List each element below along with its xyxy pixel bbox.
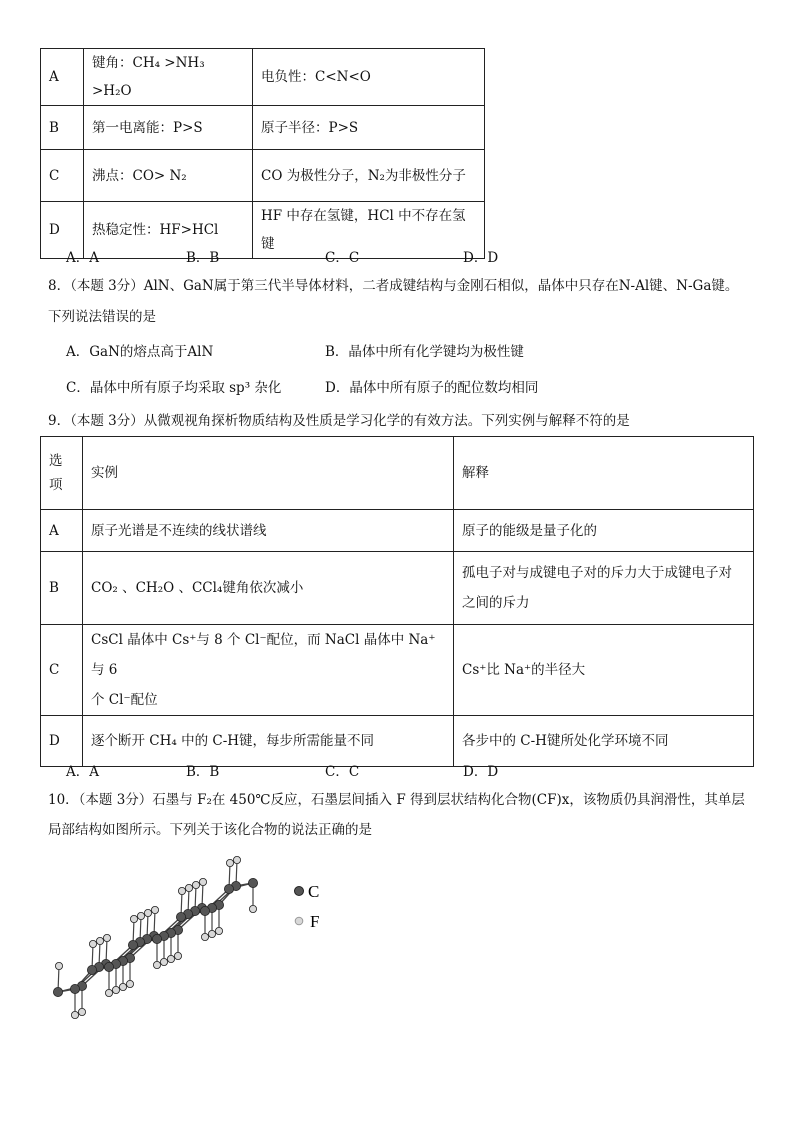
row-example: 原子光谱是不连续的线状谱线 bbox=[83, 510, 454, 552]
fluorine-atom bbox=[144, 909, 151, 916]
header-option: 选 项 bbox=[41, 437, 83, 510]
q7-choice-a[interactable]: A．A bbox=[66, 250, 99, 266]
q9-choice-d[interactable]: D．D bbox=[463, 764, 499, 780]
fluorine-atom bbox=[71, 1011, 78, 1018]
legend-carbon-label: C bbox=[308, 882, 320, 901]
q7-choice-b[interactable]: B．B bbox=[186, 250, 220, 266]
row-left: 键角：CH₄ >NH₃ >H₂O bbox=[84, 49, 253, 106]
row-label: C bbox=[41, 625, 83, 716]
row-example: CO₂ 、CH₂O 、CCl₄键角依次减小 bbox=[83, 552, 454, 625]
row-left: 第一电离能：P>S bbox=[84, 106, 253, 150]
row-explain: Cs⁺比 Na⁺的半径大 bbox=[454, 625, 754, 716]
q9-choice-a[interactable]: A．A bbox=[66, 764, 99, 780]
table-row bbox=[41, 716, 754, 767]
legend-carbon-dot bbox=[295, 887, 304, 896]
fluorine-atom bbox=[160, 958, 167, 965]
table-row bbox=[41, 150, 485, 202]
q7-choice-d[interactable]: D．D bbox=[463, 250, 499, 266]
table-row bbox=[41, 49, 485, 106]
fluorine-atom bbox=[130, 915, 137, 922]
q8-stem-line2: 下列说法错误的是 bbox=[48, 309, 156, 325]
table-row bbox=[41, 202, 485, 259]
carbon-atom bbox=[200, 906, 209, 915]
fluorine-atom bbox=[233, 856, 240, 863]
carbon-atom bbox=[152, 934, 161, 943]
q8-option-b[interactable]: B．晶体中所有化学键均为极性键 bbox=[325, 344, 524, 360]
carbon-atom bbox=[128, 940, 137, 949]
q8-stem-line1: 8．（本题 3分）AlN、GaN属于第三代半导体材料，二者成键结构与金刚石相似，晶体中只存在N-Al键、N-Ga键。 bbox=[48, 278, 739, 294]
fluorine-atom bbox=[55, 962, 62, 969]
row-label: D bbox=[41, 716, 83, 767]
carbon-atom bbox=[224, 884, 233, 893]
fluorine-atom bbox=[105, 989, 112, 996]
table-row bbox=[41, 552, 754, 625]
fluorine-atom bbox=[185, 884, 192, 891]
row-label: C bbox=[41, 150, 84, 202]
row-label: B bbox=[41, 106, 84, 150]
row-explain: 孤电子对与成键电子对的斥力大于成键电子对 之间的斥力 bbox=[454, 552, 754, 625]
row-left: 热稳定性：HF>HCl bbox=[84, 202, 253, 259]
row-example: 逐个断开 CH₄ 中的 C-H键，每步所需能量不同 bbox=[83, 716, 454, 767]
fluorine-atom bbox=[78, 1008, 85, 1015]
carbon-atom bbox=[104, 962, 113, 971]
q9-choice-c[interactable]: C．C bbox=[325, 764, 360, 780]
row-right: HF 中存在氢键，HCl 中不存在氢键 bbox=[253, 202, 485, 259]
q8-option-d[interactable]: D．晶体中所有原子的配位数均相同 bbox=[325, 380, 539, 396]
table-row bbox=[41, 106, 485, 150]
table-row bbox=[41, 437, 754, 510]
header-explain: 解释 bbox=[454, 437, 754, 510]
legend-fluorine-label: F bbox=[310, 912, 320, 931]
row-label: B bbox=[41, 552, 83, 625]
row-right: 电负性：C<N<O bbox=[253, 49, 485, 106]
fluorine-atom bbox=[96, 937, 103, 944]
row-right: CO 为极性分子，N₂为非极性分子 bbox=[253, 150, 485, 202]
fluorine-atom bbox=[126, 980, 133, 987]
fluorine-atom bbox=[192, 881, 199, 888]
q7-choice-c[interactable]: C．C bbox=[325, 250, 360, 266]
row-label: A bbox=[41, 510, 83, 552]
fluorine-atom bbox=[89, 940, 96, 947]
fluorine-atom bbox=[178, 887, 185, 894]
fluorine-atom bbox=[208, 930, 215, 937]
q9-stem: 9．（本题 3分）从微观视角探析物质结构及性质是学习化学的有效方法。下列实例与解释不符的是 bbox=[48, 413, 630, 429]
legend-fluorine-dot bbox=[295, 917, 303, 925]
q7-table bbox=[40, 48, 485, 259]
table-row bbox=[41, 510, 754, 552]
carbon-atom bbox=[53, 987, 62, 996]
table-row bbox=[41, 625, 754, 716]
row-left: 沸点：CO> N₂ bbox=[84, 150, 253, 202]
row-label: A bbox=[41, 49, 84, 106]
row-right: 原子半径：P>S bbox=[253, 106, 485, 150]
q9-choice-b[interactable]: B．B bbox=[186, 764, 220, 780]
fluorine-atom bbox=[119, 983, 126, 990]
fluorine-atom bbox=[249, 905, 256, 912]
q10-stem-line1: 10．（本题 3分）石墨与 F₂在 450℃反应，石墨层间插入 F 得到层状结构化合物(CF)x，该物质仍具润滑性，其单层 bbox=[48, 792, 745, 808]
fluorine-atom bbox=[137, 912, 144, 919]
cf-structure-diagram bbox=[40, 855, 340, 1055]
row-explain: 各步中的 C-H键所处化学环境不同 bbox=[454, 716, 754, 767]
row-explain: 原子的能级是量子化的 bbox=[454, 510, 754, 552]
q9-table bbox=[40, 436, 754, 767]
fluorine-atom bbox=[201, 933, 208, 940]
q10-stem-line2: 局部结构如图所示。下列关于该化合物的说法正确的是 bbox=[48, 822, 372, 838]
fluorine-atom bbox=[215, 927, 222, 934]
fluorine-atom bbox=[174, 952, 181, 959]
row-label: D bbox=[41, 202, 84, 259]
fluorine-atom bbox=[167, 955, 174, 962]
fluorine-atom bbox=[112, 986, 119, 993]
carbon-atom bbox=[176, 912, 185, 921]
q8-option-c[interactable]: C．晶体中所有原子均采取 sp³ 杂化 bbox=[66, 380, 282, 396]
fluorine-atom bbox=[103, 934, 110, 941]
header-example: 实例 bbox=[83, 437, 454, 510]
fluorine-atom bbox=[199, 878, 206, 885]
fluorine-atom bbox=[153, 961, 160, 968]
q8-option-a[interactable]: A．GaN的熔点高于AlN bbox=[66, 344, 214, 360]
fluorine-atom bbox=[151, 906, 158, 913]
carbon-atom bbox=[87, 965, 96, 974]
row-example: CsCl 晶体中 Cs⁺与 8 个 Cl⁻配位，而 NaCl 晶体中 Na⁺与 6 个 Cl⁻配位 bbox=[83, 625, 454, 716]
atoms-layer bbox=[53, 856, 257, 1018]
carbon-atom bbox=[70, 984, 79, 993]
carbon-atom bbox=[248, 878, 257, 887]
fluorine-atom bbox=[226, 859, 233, 866]
